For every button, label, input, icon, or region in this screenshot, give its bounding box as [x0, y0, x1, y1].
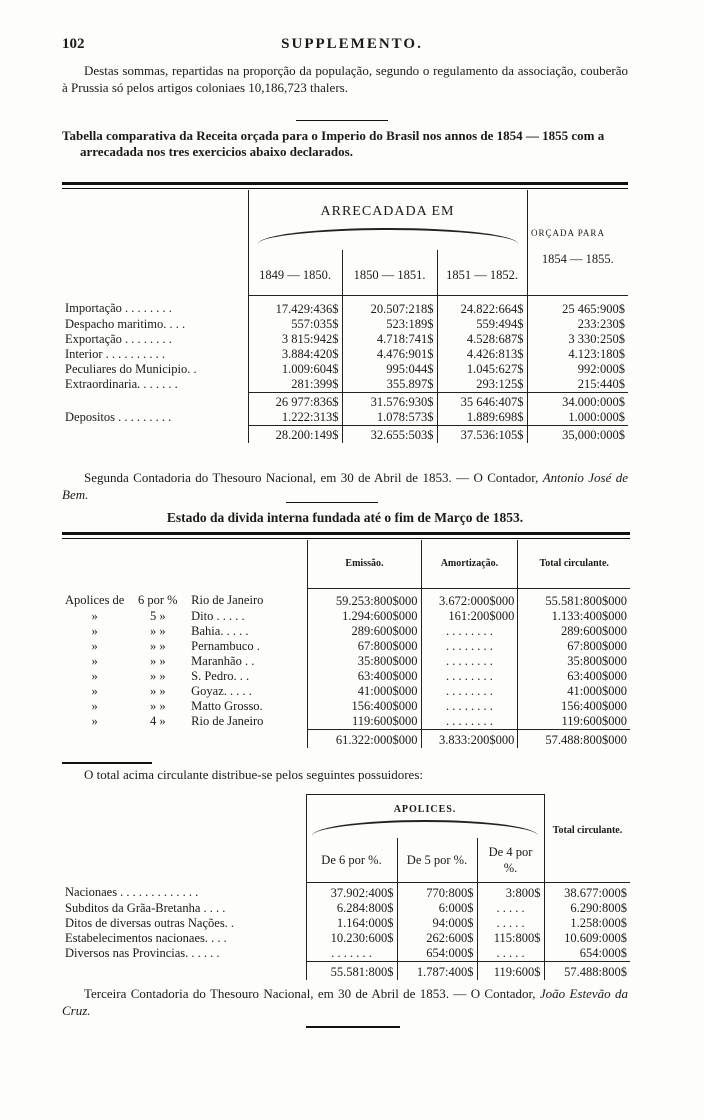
divider — [62, 762, 152, 764]
cell-value: . . . . . . . — [306, 946, 397, 962]
cell-value: 41:000$000 — [518, 684, 630, 699]
col-header: Emissão. — [308, 540, 421, 588]
cell-value: 119:600$000 — [308, 714, 421, 730]
cell-value: 63:400$000 — [308, 669, 421, 684]
row-label: Depositos . . . . . . . . . — [65, 409, 172, 424]
table-row — [62, 609, 630, 624]
cell-value: 992:000$ — [527, 362, 628, 377]
cell-value: . . . . . . . . — [421, 699, 518, 714]
row-label: Rio de Janeiro — [191, 713, 264, 728]
cell-value: 3:800$ — [477, 882, 544, 901]
cell-value: 24.822:664$ — [437, 295, 527, 317]
table-row — [62, 639, 630, 654]
total-value: 57.488:800$000 — [518, 729, 630, 748]
total-row — [62, 961, 630, 980]
table-row — [62, 317, 628, 332]
cell-value: . . . . . . . . — [421, 654, 518, 669]
cell-value: 4.476:901$ — [342, 347, 437, 362]
cell-value: 20.507:218$ — [342, 295, 437, 317]
row-label: Pernambuco . — [191, 638, 260, 653]
cell-value: 233:230$ — [527, 317, 628, 332]
page-number: 102 — [62, 36, 85, 52]
cell-value: 4.426:813$ — [437, 347, 527, 362]
row-label: » — [91, 638, 98, 653]
signatory: Antonio José de Bem. — [62, 470, 628, 502]
column-header-row — [62, 250, 628, 295]
row-label: Matto Grosso. — [191, 698, 263, 713]
row-label: » » — [149, 683, 166, 698]
note-text: Segunda Contadoria do Thesouro Nacional, em 30 de Abril de 1853. — O Contador, — [84, 470, 539, 485]
note-text: Terceira Contadoria do Thesouro Nacional, em 30 de Abril de 1853. — O Contador, — [84, 986, 536, 1001]
table-row — [62, 362, 628, 377]
cell-value: 10.230:600$ — [306, 931, 397, 946]
cell-value: 355.897$ — [342, 377, 437, 393]
cell-value: . . . . . . . . — [421, 714, 518, 730]
row-label: Apolices de — [65, 593, 125, 608]
total-value: 61.322:000$000 — [308, 729, 421, 748]
row-label: » » — [149, 623, 166, 638]
cell-value: 1.889:698$ — [437, 410, 527, 426]
table3-intro: O total acima circulante distribue-se pelos seguintes possuidores: — [84, 767, 423, 782]
row-label: » » — [149, 638, 166, 653]
cell-value: 1.045:627$ — [437, 362, 527, 377]
table-row — [62, 588, 630, 609]
cell-value: 41:000$000 — [308, 684, 421, 699]
table-row — [62, 882, 630, 901]
col-header: 1849 — 1850. — [248, 250, 342, 295]
col-header: Total circulante. — [518, 540, 630, 588]
cell-value: . . . . . — [477, 901, 544, 916]
double-rule — [62, 538, 630, 539]
cell-value: 1.078:573$ — [342, 410, 437, 426]
cell-value: 1.164:000$ — [306, 916, 397, 931]
table2-title: Estado da divida interna fundada até o fim de Março de 1853. — [166, 510, 524, 525]
total-row — [62, 425, 628, 443]
col-header: De 6 por %. — [306, 838, 397, 882]
row-label: » — [91, 698, 98, 713]
row-label: » — [91, 653, 98, 668]
table-row — [62, 684, 630, 699]
column-header-row — [62, 838, 630, 882]
budget-header: ORÇADA PARA — [531, 228, 605, 238]
total-value: 55.581:800$ — [306, 961, 397, 980]
cell-value: 67:800$000 — [308, 639, 421, 654]
cell-value: 119:600$000 — [518, 714, 630, 730]
row-label: Diversos nas Provincias. . . . . . — [65, 945, 220, 960]
cell-value: 770:800$ — [397, 882, 477, 901]
total-value: 37.536:105$ — [437, 425, 527, 443]
total-value: 1.787:400$ — [397, 961, 477, 980]
table3-note — [62, 985, 628, 1019]
table-row — [62, 347, 628, 362]
table-row — [62, 714, 630, 730]
row-label: » » — [149, 668, 166, 683]
subtotal-row — [62, 392, 628, 410]
signatory: João Estevão da Cruz. — [62, 986, 628, 1018]
row-label: » » — [149, 698, 166, 713]
col-header: 1851 — 1852. — [437, 250, 527, 295]
row-label: Rio de Janeiro — [191, 593, 264, 608]
table-row — [62, 377, 628, 393]
table-row — [62, 946, 630, 962]
cell-value: 3 330:250$ — [527, 332, 628, 347]
cell-value: 1.294:600$000 — [308, 609, 421, 624]
row-label: 6 por % — [137, 593, 178, 608]
cell-value: 10.609:000$ — [544, 931, 630, 946]
cell-value: . . . . . — [477, 946, 544, 962]
cell-value: 293:125$ — [437, 377, 527, 393]
row-label: Estabelecimentos nacionaes. . . . — [65, 930, 227, 945]
cell-value: 35:800$000 — [518, 654, 630, 669]
cell-value: 37.902:400$ — [306, 882, 397, 901]
row-label: S. Pedro. . . — [191, 668, 250, 683]
cell-value: 3.884:420$ — [248, 347, 342, 362]
cell-value: 654:000$ — [397, 946, 477, 962]
cell-value: 3 815:942$ — [248, 332, 342, 347]
total-value: 32.655:503$ — [342, 425, 437, 443]
table-row — [62, 699, 630, 714]
col-header: Total circulante. — [552, 825, 623, 836]
row-label: Peculiares do Municipio. . — [65, 361, 197, 376]
cell-value: 1.133:400$000 — [518, 609, 630, 624]
subtotal-value: 34.000:000$ — [527, 392, 628, 410]
table3 — [62, 838, 630, 980]
cell-value: 94:000$ — [397, 916, 477, 931]
row-label: Subditos da Grãa-Bretanha . . . . — [65, 900, 226, 915]
cell-value: 35:800$000 — [308, 654, 421, 669]
table-row — [62, 624, 630, 639]
table2 — [62, 540, 630, 748]
row-label: » — [91, 623, 98, 638]
group-header: APOLICES. — [393, 804, 457, 815]
row-label: Nacionaes . . . . . . . . . . . . . — [65, 885, 199, 900]
cell-value: 4.718:741$ — [342, 332, 437, 347]
row-label: » — [91, 608, 98, 623]
cell-value: . . . . . . . . — [421, 639, 518, 654]
cell-value: . . . . . . . . — [421, 624, 518, 639]
table1-note — [62, 469, 628, 503]
table-row — [62, 901, 630, 916]
row-label: Bahia. . . . . — [191, 623, 249, 638]
row-label: Dito . . . . . — [191, 608, 245, 623]
cell-value: 215:440$ — [527, 377, 628, 393]
total-row — [62, 729, 630, 748]
total-value: 3.833:200$000 — [421, 729, 518, 748]
group-header: ARRECADADA EM — [320, 204, 455, 219]
cell-value: 161:200$000 — [421, 609, 518, 624]
cell-value: 6.284:800$ — [306, 901, 397, 916]
divider — [306, 1026, 400, 1028]
total-value: 28.200:149$ — [248, 425, 342, 443]
row-label: Extraordinaria. . . . . . . — [65, 376, 178, 391]
cell-value: 38.677:000$ — [544, 882, 630, 901]
cell-value: 289:600$000 — [308, 624, 421, 639]
double-rule — [62, 188, 628, 189]
column-header-row — [62, 540, 630, 588]
col-header: Amortização. — [421, 540, 518, 588]
row-label: 4 » — [149, 713, 166, 728]
brace-icon — [312, 820, 538, 836]
cell-value: 559:494$ — [437, 317, 527, 332]
double-rule — [62, 182, 628, 185]
cell-value: 67:800$000 — [518, 639, 630, 654]
table-row — [62, 295, 628, 317]
cell-value: 3.672:000$000 — [421, 588, 518, 609]
divider — [296, 120, 388, 121]
col-header: 1854 — 1855. — [527, 250, 628, 295]
cell-value: 55.581:800$000 — [518, 588, 630, 609]
cell-value: 1.222:313$ — [248, 410, 342, 426]
cell-value: 59.253:800$000 — [308, 588, 421, 609]
cell-value: 1.000:000$ — [527, 410, 628, 426]
row-label: 5 » — [149, 608, 166, 623]
cell-value: 289:600$000 — [518, 624, 630, 639]
cell-value: 156:400$000 — [308, 699, 421, 714]
cell-value: . . . . . . . . — [421, 684, 518, 699]
cell-value: 523:189$ — [342, 317, 437, 332]
cell-value: 6:000$ — [397, 901, 477, 916]
table-row — [62, 916, 630, 931]
col-header: 1850 — 1851. — [342, 250, 437, 295]
cell-value: 1.009:604$ — [248, 362, 342, 377]
table1-title: Tabella comparativa da Receita orçada para o Imperio do Brasil nos annos de 1854 — 1855 com a arrecadada nos tres exercicios abaixo declarados. — [62, 128, 605, 159]
cell-value: . . . . . — [477, 916, 544, 931]
cell-value: 557:035$ — [248, 317, 342, 332]
total-value: 35,000:000$ — [527, 425, 628, 443]
cell-value: . . . . . . . . — [421, 669, 518, 684]
double-rule — [62, 532, 630, 535]
total-value: 57.488:800$ — [544, 961, 630, 980]
table-row — [62, 669, 630, 684]
row-label: » — [91, 683, 98, 698]
cell-value: 4.123:180$ — [527, 347, 628, 362]
brace-icon — [258, 228, 518, 244]
cell-value: 995:044$ — [342, 362, 437, 377]
row-label: Ditos de diversas outras Nações. . — [65, 915, 235, 930]
row-label: Despacho maritimo. . . . — [65, 316, 186, 331]
total-value: 119:600$ — [477, 961, 544, 980]
intro-paragraph: Destas sommas, repartidas na proporção da população, segundo o regulamento da associação, couberão à Prussia só pelos artigos coloniaes 10,186,723 thalers. — [62, 63, 628, 95]
row-label: Importação . . . . . . . . — [65, 301, 172, 316]
row-label: Goyaz. . . . . — [191, 683, 252, 698]
cell-value: 17.429:436$ — [248, 295, 342, 317]
col-header: De 4 por %. — [477, 838, 544, 882]
subtotal-value: 26 977:836$ — [248, 392, 342, 410]
row-label: Exportação . . . . . . . . — [65, 331, 172, 346]
cell-value: 63:400$000 — [518, 669, 630, 684]
table-row — [62, 931, 630, 946]
cell-value: 654:000$ — [544, 946, 630, 962]
cell-value: 1.258:000$ — [544, 916, 630, 931]
subtotal-value: 31.576:930$ — [342, 392, 437, 410]
running-head: SUPPLEMENTO. — [281, 36, 423, 52]
row-label: Interior . . . . . . . . . . — [65, 346, 165, 361]
table-row — [62, 332, 628, 347]
col-header: De 5 por %. — [397, 838, 477, 882]
row-label: Maranhão . . — [191, 653, 255, 668]
row-label: » » — [149, 653, 166, 668]
divider — [286, 502, 378, 503]
cell-value: 115:800$ — [477, 931, 544, 946]
cell-value: 156:400$000 — [518, 699, 630, 714]
deposits-row — [62, 410, 628, 426]
table-row — [62, 654, 630, 669]
table1 — [62, 250, 628, 443]
subtotal-value: 35 646:407$ — [437, 392, 527, 410]
cell-value: 6.290:800$ — [544, 901, 630, 916]
cell-value: 281:399$ — [248, 377, 342, 393]
cell-value: 4.528:687$ — [437, 332, 527, 347]
cell-value: 25 465:900$ — [527, 295, 628, 317]
cell-value: 262:600$ — [397, 931, 477, 946]
row-label: » — [91, 713, 98, 728]
row-label: » — [91, 668, 98, 683]
